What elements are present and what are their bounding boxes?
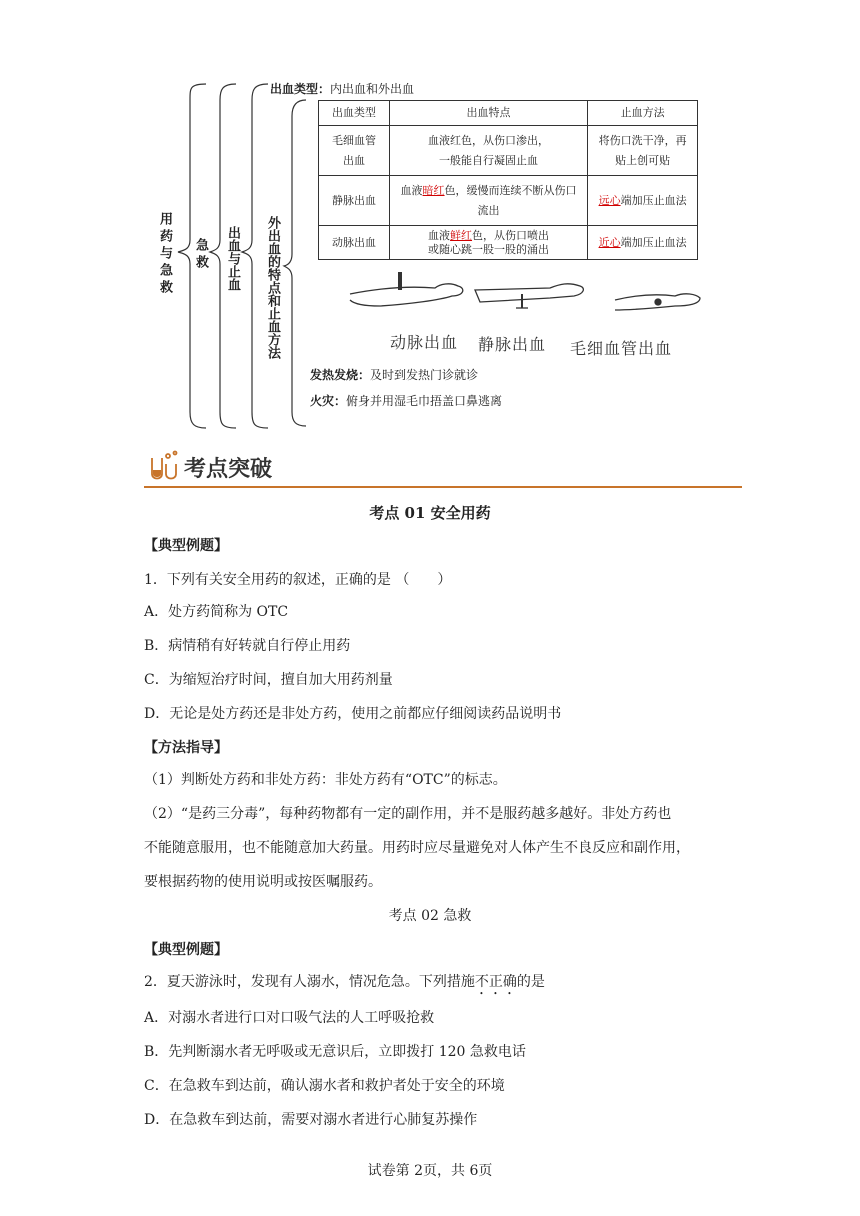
- table-cell: 将伤口洗干净，再 贴上创可贴: [588, 126, 698, 176]
- illustration-caption: 静脉出血: [478, 335, 547, 354]
- question-2: 2．夏天游泳时，发现有人溺水，情况危急。下列措施不正确的是: [144, 974, 545, 990]
- method-paragraph-1: （1）判断处方药和非处方药：非处方药有“OTC”的标志。: [144, 772, 507, 788]
- table-cell: 远心端加压止血法: [588, 176, 698, 226]
- table-cell: 毛细血管 出血: [319, 126, 390, 176]
- artery-arm-illustration: [350, 272, 463, 306]
- option-c: C．为缩短治疗时间，擅自加大用药剂量: [144, 672, 393, 688]
- emphasized-text: 不正确: [474, 974, 517, 990]
- method-paragraph-2-line3: 要根据药物的使用说明或按医嘱服药。: [144, 874, 382, 890]
- option-b: B．病情稍有好转就自行停止用药: [144, 638, 351, 654]
- section-title-kp02: 考点 02 急救: [388, 908, 472, 924]
- table-cell: 血液红色，从伤口渗出， 一般能自行凝固止血: [389, 126, 587, 176]
- table-cell: 静脉出血: [319, 176, 390, 226]
- bleed-type-line: 出血类型：内出血和外出血: [270, 82, 415, 96]
- method-paragraph-2: （2）“是药三分毒”，每种药物都有一定的副作用，并不是服药越多越好。非处方药也: [144, 806, 672, 822]
- mindmap-level2: 急救: [193, 238, 208, 272]
- table-header-cell: 止血方法: [588, 101, 698, 126]
- brace-4: [284, 100, 306, 426]
- option-d: D．在急救车到达前，需要对溺水者进行心肺复苏操作: [144, 1112, 478, 1128]
- banner-divider: [144, 486, 742, 488]
- section-banner: [144, 448, 742, 490]
- illustration-caption: 动脉出血: [390, 333, 459, 352]
- fever-line: 发热发烧：及时到发热门诊就诊: [310, 368, 479, 382]
- mindmap-root: 用药与急救: [157, 212, 172, 297]
- question-1: 1．下列有关安全用药的叙述，正确的是 （ ）: [144, 572, 452, 588]
- banner-title: 考点突破: [184, 457, 273, 482]
- flask-icon: [144, 448, 184, 488]
- table-header-row: [319, 101, 698, 126]
- page-footer: 试卷第 2页，共 6页: [367, 1163, 493, 1179]
- option-b: B．先判断溺水者无呼吸或无意识后，立即拨打 120 急救电话: [144, 1044, 526, 1060]
- section-title-kp01: 考点 01 安全用药: [369, 504, 491, 522]
- mindmap-level3: 出血与止血: [225, 226, 240, 291]
- fire-line: 火灾：俯身并用湿毛巾捂盖口鼻逃离: [310, 394, 503, 408]
- bleeding-table: [318, 100, 698, 260]
- method-paragraph-2-line2: 不能随意服用，也不能随意加大药量。用药时应尽量避免对人体产生不良反应和副作用，: [144, 840, 690, 856]
- table-row: [319, 176, 698, 226]
- illustration-caption: 毛细血管出血: [570, 339, 673, 358]
- table-cell: 血液鲜红色，从伤口喷出 或随心跳一股一股的涌出: [389, 226, 587, 260]
- option-c: C．在急救车到达前，确认溺水者和救护者处于安全的环境: [144, 1078, 505, 1094]
- table-row: [319, 126, 698, 176]
- mindmap-level4: 外出血的特点和止血方法: [265, 216, 280, 359]
- option-d: D．无论是处方药还是非处方药，使用之前都应仔细阅读药品说明书: [144, 706, 562, 722]
- table-cell: 血液暗红色，缓慢而连续不断从伤口 流出: [389, 176, 587, 226]
- table-header-cell: 出血特点: [389, 101, 587, 126]
- example-tag: 【典型例题】: [144, 538, 228, 554]
- option-a: A．对溺水者进行口对口吸气法的人工呼吸抢救: [144, 1010, 435, 1026]
- table-header-cell: 出血类型: [319, 101, 390, 126]
- method-tag: 【方法指导】: [144, 740, 228, 756]
- vein-arm-illustration: [475, 284, 583, 308]
- arm-illustrations: [340, 266, 710, 324]
- option-a: A．处方药简称为 OTC: [144, 604, 289, 620]
- table-row: [319, 226, 698, 260]
- table-cell: 近心端加压止血法: [588, 226, 698, 260]
- table-cell: 动脉出血: [319, 226, 390, 260]
- capillary-arm-illustration: [615, 294, 700, 310]
- example-tag: 【典型例题】: [144, 942, 228, 958]
